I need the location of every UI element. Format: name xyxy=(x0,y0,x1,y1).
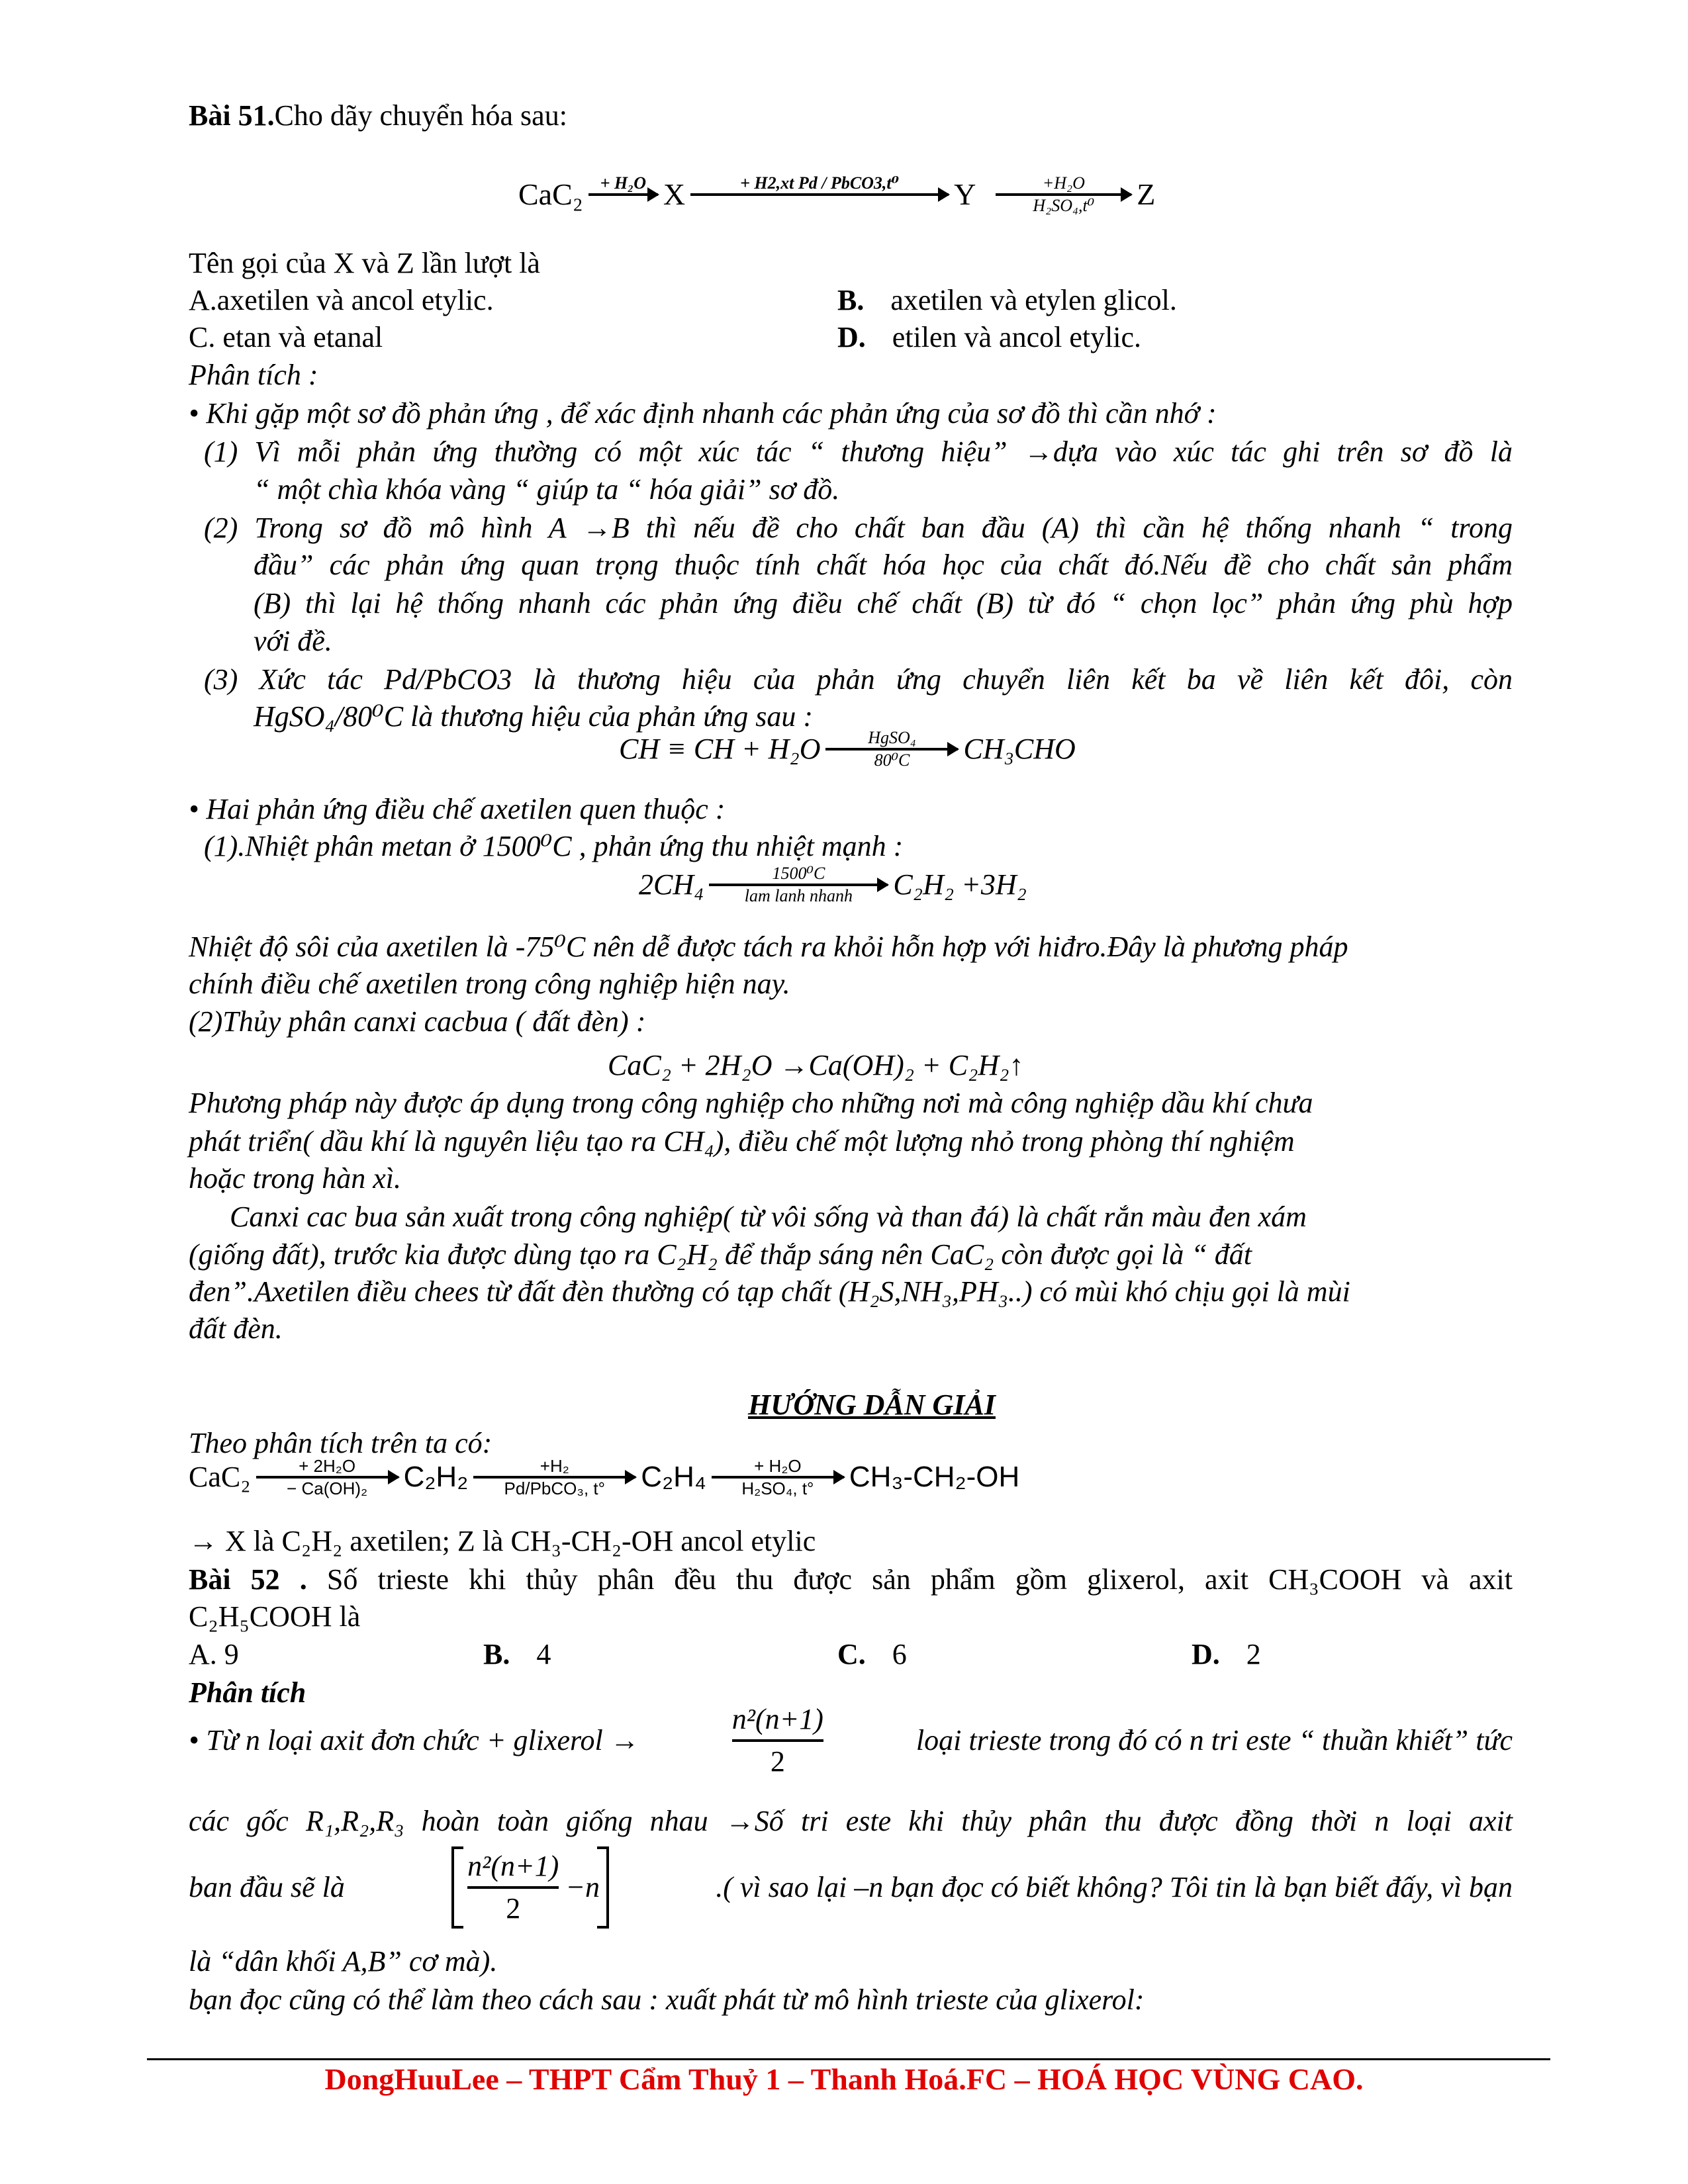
option-a[interactable]: A. 9 xyxy=(189,1638,239,1670)
bracket-expression: $\frac{\text{n²(n+1)}}{2}$ −n xyxy=(451,1846,609,1929)
analysis-line: (1).Nhiệt phân metan ở 1500⁰C , phản ứng thu nhiệt mạnh : xyxy=(204,830,904,862)
reaction-arrow: 1500⁰C lam lanh nhanh xyxy=(709,864,888,906)
q52-line-1: • Từ n loại axit đơn chức + glixerol → $\frac{\text{n²(n+1)}}{2}$ loại trieste trong đó có n tri este “ thuần khiết” tức xyxy=(189,1700,1513,1782)
option-c[interactable]: C. etan và etanal xyxy=(189,321,383,353)
q51-title: Bài 51.Cho dãy chuyển hóa sau: xyxy=(189,99,567,132)
reaction-arrow: + 2H₂O − Ca(OH)₂ xyxy=(256,1456,399,1498)
option-c[interactable]: C. 6 xyxy=(837,1638,907,1670)
analysis-line: đen”.Axetilen điều chees từ đất đèn thường có tạp chất (H₂S,NH₃,PH₃..) có mùi khó chịu gọi là mùi xyxy=(189,1275,1350,1308)
analysis-heading: Phân tích : xyxy=(189,359,318,391)
reaction-arrow: +H₂ Pd/PbCO₃, t° xyxy=(473,1456,635,1498)
q52-analysis-heading: Phân tích xyxy=(189,1676,306,1709)
analysis-line: Phương pháp này được áp dụng trong công nghiệp cho những nơi mà công nghiệp dầu khí chưa xyxy=(189,1087,1313,1119)
q52-line-5: bạn đọc cũng có thể làm theo cách sau : xuất phát từ mô hình trieste của glixerol: xyxy=(189,1983,1145,2016)
analysis-line: đất đèn. xyxy=(189,1312,283,1345)
solution-scheme: CaC₂ + 2H₂O − Ca(OH)₂ C₂H₂ +H₂ Pd/PbCO₃, t° C₂H₄ + H₂O H₂SO₄, t° CH₃-CH₂-OH xyxy=(189,1456,1020,1498)
reaction-arrow: + H₂O xyxy=(588,173,658,216)
analysis-line: (2)Thủy phân canxi cacbua ( đất đèn) : xyxy=(189,1005,646,1038)
analysis-line: với đề. xyxy=(254,625,332,657)
option-d[interactable]: D. 2 xyxy=(1192,1638,1261,1670)
analysis-line: phát triển( dầu khí là nguyên liệu tạo ra CH₄), điều chế một lượng nhỏ trong phòng thí nghiệm xyxy=(189,1125,1295,1158)
q51-question: Tên gọi của X và Z lần lượt là xyxy=(189,247,540,279)
option-b[interactable]: B. 4 xyxy=(483,1638,551,1670)
equation-hydrolysis: CaC₂ + 2H₂O →Ca(OH)₂ + C₂H₂↑ xyxy=(608,1049,1024,1081)
fraction: $\frac{\text{n²(n+1)}}{2}$ xyxy=(467,1850,559,1925)
analysis-line: (3) Xức tác Pd/PbCO3 là thương hiệu của phản ứng chuyển liên kết ba về liên kết đôi, còn xyxy=(204,663,1513,696)
analysis-line: • Khi gặp một sơ đồ phản ứng , để xác định nhanh các phản ứng của sơ đồ thì cần nhớ : xyxy=(189,397,1217,430)
q52-line-4: là “dân khối A,B” cơ mà). xyxy=(189,1945,498,1978)
analysis-line: (1) Vì mỗi phản ứng thường có một xúc tác “ thương hiệu” →dựa vào xúc tác ghi trên sơ đồ là xyxy=(204,435,1513,468)
q51-scheme xyxy=(518,173,1155,216)
reaction-arrow: +H₂O H₂SO₄,t⁰ xyxy=(996,173,1131,216)
product-y: Y xyxy=(954,177,976,211)
analysis-line: đầu” các phản ứng quan trọng thuộc tính chất hóa học của chất đó.Nếu đề cho chất sản phẩm xyxy=(254,549,1513,581)
option-d[interactable]: D. etilen và ancol etylic. xyxy=(837,321,1142,353)
reaction-arrow: + H₂O H₂SO₄, t° xyxy=(712,1456,844,1498)
q52-title: Bài 52 . Số trieste khi thủy phân đều thu được sản phẩm gồm glixerol, axit CH₃COOH và axit xyxy=(189,1563,1513,1596)
q52-title-cont: C₂H₅COOH là xyxy=(189,1600,361,1633)
solution-intro: Theo phân tích trên ta có: xyxy=(189,1427,492,1459)
analysis-line: (B) thì lại hệ thống nhanh các phản ứng điều chế chất (B) từ đó “ chọn lọc” phản ứng phù hợp xyxy=(254,587,1513,619)
analysis-line: • Hai phản ứng điều chế axetilen quen thuộc : xyxy=(189,793,726,825)
option-b[interactable]: B. axetilen và etylen glicol. xyxy=(837,284,1177,316)
analysis-line: (giống đất), trước kia được dùng tạo ra C₂H₂ để thắp sáng nên CaC₂ còn được gọi là “ đất xyxy=(189,1238,1252,1271)
equation-pyrolysis: 2CH₄ 1500⁰C lam lanh nhanh C₂H₂ +3H₂ xyxy=(639,864,1027,905)
q52-line-3: ban đầu sẽ là $\frac{\text{n²(n+1)}}{2}$ −n .( vì sao lại –n bạn đọc có biết không? Tôi tin là bạn biết đấy, vì bạn xyxy=(189,1846,1513,1929)
solution-conclusion: → X là C₂H₂ axetilen; Z là CH₃-CH₂-OH ancol etylic xyxy=(189,1525,816,1557)
reaction-arrow: HgSO₄ 80⁰C xyxy=(825,728,958,770)
product-x: X xyxy=(663,177,686,211)
reactant: CaC₂ xyxy=(518,177,583,211)
fraction: $\frac{\text{n²(n+1)}}{2}$ xyxy=(731,1703,823,1778)
analysis-line: “ một chìa khóa vàng “ giúp ta “ hóa giải” sơ đồ. xyxy=(254,473,840,506)
solution-heading: HƯỚNG DẪN GIẢI xyxy=(748,1388,996,1421)
analysis-line: (2) Trong sơ đồ mô hình A →B thì nếu đề cho chất ban đầu (A) thì cần hệ thống nhanh “ trong xyxy=(204,512,1513,544)
reaction-arrow: + H2,xt Pd / PbCO3,t⁰ xyxy=(690,173,949,216)
footer: DongHuuLee – THPT Cẩm Thuỷ 1 – Thanh Hoá.FC – HOÁ HỌC VÙNG CAO. xyxy=(324,2062,1364,2096)
analysis-line: Nhiệt độ sôi của axetilen là -75⁰C nên dễ được tách ra khỏi hỗn hợp với hiđro.Đây là phương pháp xyxy=(189,931,1348,963)
equation-hydration: CH ≡ CH + H₂O HgSO₄ 80⁰C CH₃CHO xyxy=(619,728,1076,770)
product-z: Z xyxy=(1137,177,1156,211)
option-a[interactable]: A.axetilen và ancol etylic. xyxy=(189,284,494,316)
analysis-line: hoặc trong hàn xì. xyxy=(189,1162,401,1195)
analysis-line: Canxi cac bua sản xuất trong công nghiệp( từ vôi sống và than đá) là chất rắn màu đen xám xyxy=(230,1201,1307,1233)
q52-line-2: các gốc R₁,R₂,R₃ hoàn toàn giống nhau →Số tri este khi thủy phân thu được đồng thời n loại axit xyxy=(189,1805,1513,1837)
analysis-line: HgSO₄/80⁰C là thương hiệu của phản ứng sau : xyxy=(254,700,814,733)
analysis-line: chính điều chế axetilen trong công nghiệp hiện nay. xyxy=(189,968,790,1000)
